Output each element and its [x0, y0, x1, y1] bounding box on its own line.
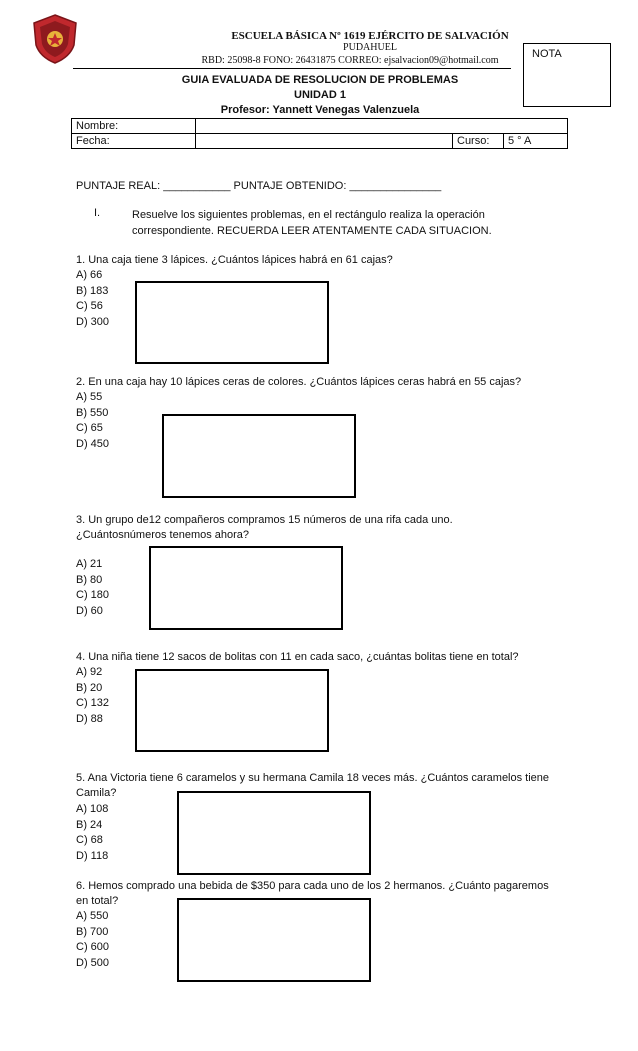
- school-name: ESCUELA BÁSICA Nº 1619 EJÉRCITO DE SALVACIÓN: [231, 30, 509, 42]
- school-city: PUDAHUEL: [343, 42, 397, 53]
- option-a: A) 550: [76, 910, 109, 922]
- option-a: A) 55: [76, 391, 103, 403]
- question-5-line: Camila?: [76, 787, 117, 799]
- option-c: C) 600: [76, 941, 110, 953]
- nota-label: NOTA: [532, 48, 562, 60]
- option-a: A) 21: [76, 558, 103, 570]
- question-5-line: 5. Ana Victoria tiene 6 caramelos y su hermana Camila 18 veces más. ¿Cuántos caramelos tiene: [76, 772, 550, 784]
- instruction-text: [132, 207, 512, 239]
- question-3-line: ¿Cuántosnúmeros tenemos ahora?: [76, 529, 250, 541]
- guide-title: GUIA EVALUADA DE RESOLUCION DE PROBLEMAS: [181, 74, 459, 86]
- option-b: B) 20: [76, 681, 103, 694]
- option-d: D) 300: [76, 315, 110, 328]
- question-6-line: en total?: [76, 895, 119, 907]
- option-c: C) 68: [76, 834, 103, 846]
- option-b: B) 24: [76, 818, 103, 831]
- option-d: D) 500: [76, 956, 110, 969]
- question-4-options: [76, 665, 109, 727]
- option-d: D) 88: [76, 712, 103, 725]
- option-c: C) 65: [76, 422, 103, 434]
- curso-label: Curso:: [453, 134, 504, 149]
- option-d: D) 60: [76, 604, 103, 617]
- teacher-name: Profesor: Yannett Venegas Valenzuela: [220, 104, 420, 116]
- shield-logo-icon: [30, 13, 80, 65]
- question-3-line: 3. Un grupo de12 compañeros compramos 15 números de una rifa cada uno.: [76, 514, 453, 526]
- question-2-text: 2. En una caja hay 10 lápices ceras de colores. ¿Cuántos lápices ceras habrá en 55 cajas?: [76, 376, 522, 388]
- instruction-line: correspondiente. RECUERDA LEER ATENTAMENTE CADA SITUACION.: [132, 225, 492, 237]
- question-6-line: 6. Hemos comprado una bebida de $350 para cada uno de los 2 hermanos. ¿Cuánto pagaremos: [76, 880, 549, 892]
- option-c: C) 132: [76, 697, 110, 709]
- fecha-label: Fecha:: [72, 134, 196, 149]
- question-4-text: 4. Una niña tiene 12 sacos de bolitas con 11 en cada saco, ¿cuántas bolitas tiene en total?: [76, 651, 519, 663]
- student-info-table: [71, 118, 568, 149]
- option-a: A) 108: [76, 803, 109, 815]
- question-4-answer-box[interactable]: [135, 669, 329, 752]
- question-6-answer-box[interactable]: [177, 898, 371, 982]
- question-2-answer-box[interactable]: [162, 414, 356, 498]
- instruction-number: I.: [94, 207, 101, 219]
- unit-title: UNIDAD 1: [294, 89, 346, 101]
- puntaje-line: PUNTAJE REAL: ___________ PUNTAJE OBTENIDO: _______________: [76, 180, 442, 192]
- question-3-text: [76, 513, 566, 543]
- school-logo: [30, 13, 80, 65]
- nombre-label: Nombre:: [72, 119, 196, 134]
- question-2-options: [76, 390, 109, 452]
- question-3-options: [76, 557, 109, 619]
- instruction-line: Resuelve los siguientes problemas, en el rectángulo realiza la operación: [132, 209, 485, 221]
- header-divider: [73, 68, 511, 69]
- question-1-options: [76, 268, 109, 330]
- option-c: C) 180: [76, 589, 110, 601]
- school-contact: RBD: 25098-8 FONO: 26431875 CORREO: ejsalvacion09@hotmail.com: [201, 55, 499, 66]
- option-d: D) 118: [76, 849, 109, 862]
- option-c: C) 56: [76, 300, 103, 312]
- question-3-answer-box[interactable]: [149, 546, 343, 630]
- option-b: B) 183: [76, 284, 109, 297]
- option-b: B) 550: [76, 406, 109, 419]
- question-1-text: 1. Una caja tiene 3 lápices. ¿Cuántos lápices habrá en 61 cajas?: [76, 254, 393, 266]
- curso-value: 5 ° A: [504, 134, 568, 149]
- question-1-answer-box[interactable]: [135, 281, 329, 364]
- option-a: A) 66: [76, 269, 103, 281]
- question-5-options: [76, 802, 108, 864]
- question-5-answer-box[interactable]: [177, 791, 371, 875]
- option-b: B) 700: [76, 925, 109, 938]
- nombre-field[interactable]: [196, 119, 568, 134]
- question-6-options: [76, 909, 109, 971]
- fecha-field[interactable]: [196, 134, 453, 149]
- option-b: B) 80: [76, 573, 103, 586]
- option-d: D) 450: [76, 437, 110, 450]
- option-a: A) 92: [76, 666, 103, 678]
